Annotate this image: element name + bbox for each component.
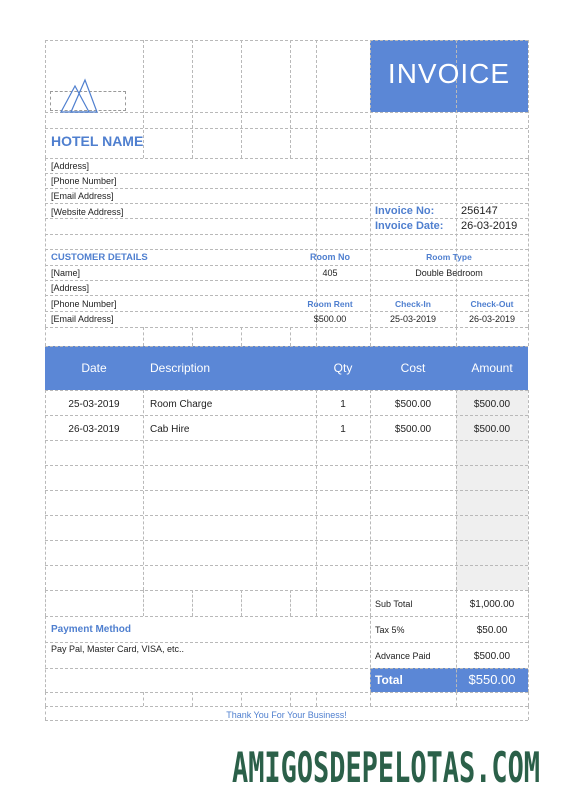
invoice-date: 26-03-2019 — [461, 220, 518, 232]
check-in-date: 25-03-2019 — [389, 314, 437, 324]
check-out-date: 26-03-2019 — [468, 314, 516, 324]
gridline — [528, 590, 529, 616]
hotel-name: HOTEL NAME — [51, 133, 144, 149]
gridline — [456, 692, 457, 706]
gridline — [370, 616, 371, 692]
room-no: 405 — [322, 268, 338, 278]
room-type-label: Room Type — [426, 252, 472, 262]
gridline — [456, 327, 457, 346]
gridline — [241, 692, 242, 706]
gridline — [290, 692, 291, 706]
gridline — [290, 590, 291, 616]
column-header-description: Description — [150, 361, 211, 375]
gridline — [45, 346, 528, 347]
gridline — [45, 706, 528, 707]
customer-address: [Address] — [51, 283, 90, 293]
total-value: $550.00 — [468, 672, 516, 687]
gridline — [528, 706, 529, 720]
gridline — [241, 327, 242, 346]
gridline — [45, 616, 46, 692]
room-type: Double Bedroom — [415, 268, 483, 278]
gridline — [192, 590, 193, 616]
gridline — [316, 692, 317, 706]
hotel-website: [Website Address] — [51, 207, 124, 217]
gridline — [370, 327, 371, 346]
gridline — [143, 390, 144, 590]
payment-methods: Pay Pal, Master Card, VISA, etc.. — [51, 644, 185, 654]
gridline — [528, 158, 529, 327]
gridline — [528, 327, 529, 346]
gridline — [192, 327, 193, 346]
site-watermark — [232, 742, 542, 790]
customer-details-heading: CUSTOMER DETAILS — [51, 252, 148, 263]
gridline — [316, 590, 317, 616]
table-row-2-date: 26-03-2019 — [68, 424, 120, 435]
column-header-qty: Qty — [333, 361, 353, 375]
customer-phone: [Phone Number] — [51, 299, 117, 309]
gridline — [370, 390, 371, 590]
customer-email: [Email Address] — [51, 314, 114, 324]
hotel-address: [Address] — [51, 161, 90, 171]
hotel-logo-icon — [57, 78, 99, 114]
invoice-date-label: Invoice Date: — [375, 220, 444, 232]
room-rent: $500.00 — [313, 314, 347, 324]
gridline — [456, 390, 457, 590]
room-no-label: Room No — [310, 252, 350, 262]
gridline — [143, 327, 144, 346]
customer-name: [Name] — [51, 268, 81, 278]
thank-you-note: Thank You For Your Business! — [226, 710, 347, 720]
payment-method-label: Payment Method — [51, 624, 132, 635]
gridline — [192, 692, 193, 706]
table-row-1-date: 25-03-2019 — [68, 399, 120, 410]
table-row-1-qty: 1 — [340, 399, 346, 410]
invoice-title: INVOICE — [387, 58, 511, 89]
gridline — [370, 590, 371, 616]
gridline — [45, 692, 46, 706]
gridline — [192, 40, 193, 158]
total-label: Total — [375, 673, 403, 687]
gridline — [45, 720, 528, 721]
gridline — [316, 40, 317, 158]
tax-label: Tax 5% — [375, 625, 405, 635]
gridline — [290, 327, 291, 346]
gridline — [45, 590, 46, 616]
invoice-sheet — [45, 40, 528, 720]
table-row-2-qty: 1 — [340, 424, 346, 435]
gridline — [316, 327, 317, 346]
check-in-label: Check-In — [395, 299, 431, 309]
tax-value: $50.00 — [476, 625, 508, 636]
invoice-number: 256147 — [461, 205, 498, 217]
table-row-1-description: Room Charge — [150, 399, 213, 410]
subtotal-value: $1,000.00 — [469, 599, 515, 610]
gridline — [528, 616, 529, 692]
gridline — [45, 158, 46, 327]
watermark-text: AMIGOSDEPELOTAS.COM — [232, 743, 540, 790]
table-row-2-description: Cab Hire — [150, 424, 190, 435]
gridline — [528, 692, 529, 706]
advance-paid-value: $500.00 — [473, 651, 511, 662]
table-row-1-amount: $500.00 — [473, 399, 511, 410]
check-out-label: Check-Out — [470, 299, 514, 309]
gridline — [370, 692, 371, 706]
invoice-number-label: Invoice No: — [375, 205, 435, 217]
column-header-date: Date — [81, 361, 107, 375]
gridline — [45, 40, 46, 158]
gridline — [528, 40, 529, 158]
gridline — [143, 590, 144, 616]
subtotal-label: Sub Total — [375, 599, 413, 609]
column-header-cost: Cost — [400, 361, 426, 375]
table-row-2-cost: $500.00 — [394, 424, 432, 435]
room-rent-label: Room Rent — [307, 299, 353, 309]
table-row-1-cost: $500.00 — [394, 399, 432, 410]
gridline — [528, 390, 529, 590]
table-row-2-amount: $500.00 — [473, 424, 511, 435]
gridline — [241, 590, 242, 616]
gridline — [143, 692, 144, 706]
gridline — [45, 390, 46, 590]
gridline — [241, 40, 242, 158]
hotel-email: [Email Address] — [51, 191, 114, 201]
advance-paid-label: Advance Paid — [375, 651, 431, 661]
hotel-phone: [Phone Number] — [51, 176, 117, 186]
gridline — [45, 327, 46, 346]
column-header-amount: Amount — [471, 361, 513, 375]
gridline — [290, 40, 291, 158]
gridline — [316, 390, 317, 590]
